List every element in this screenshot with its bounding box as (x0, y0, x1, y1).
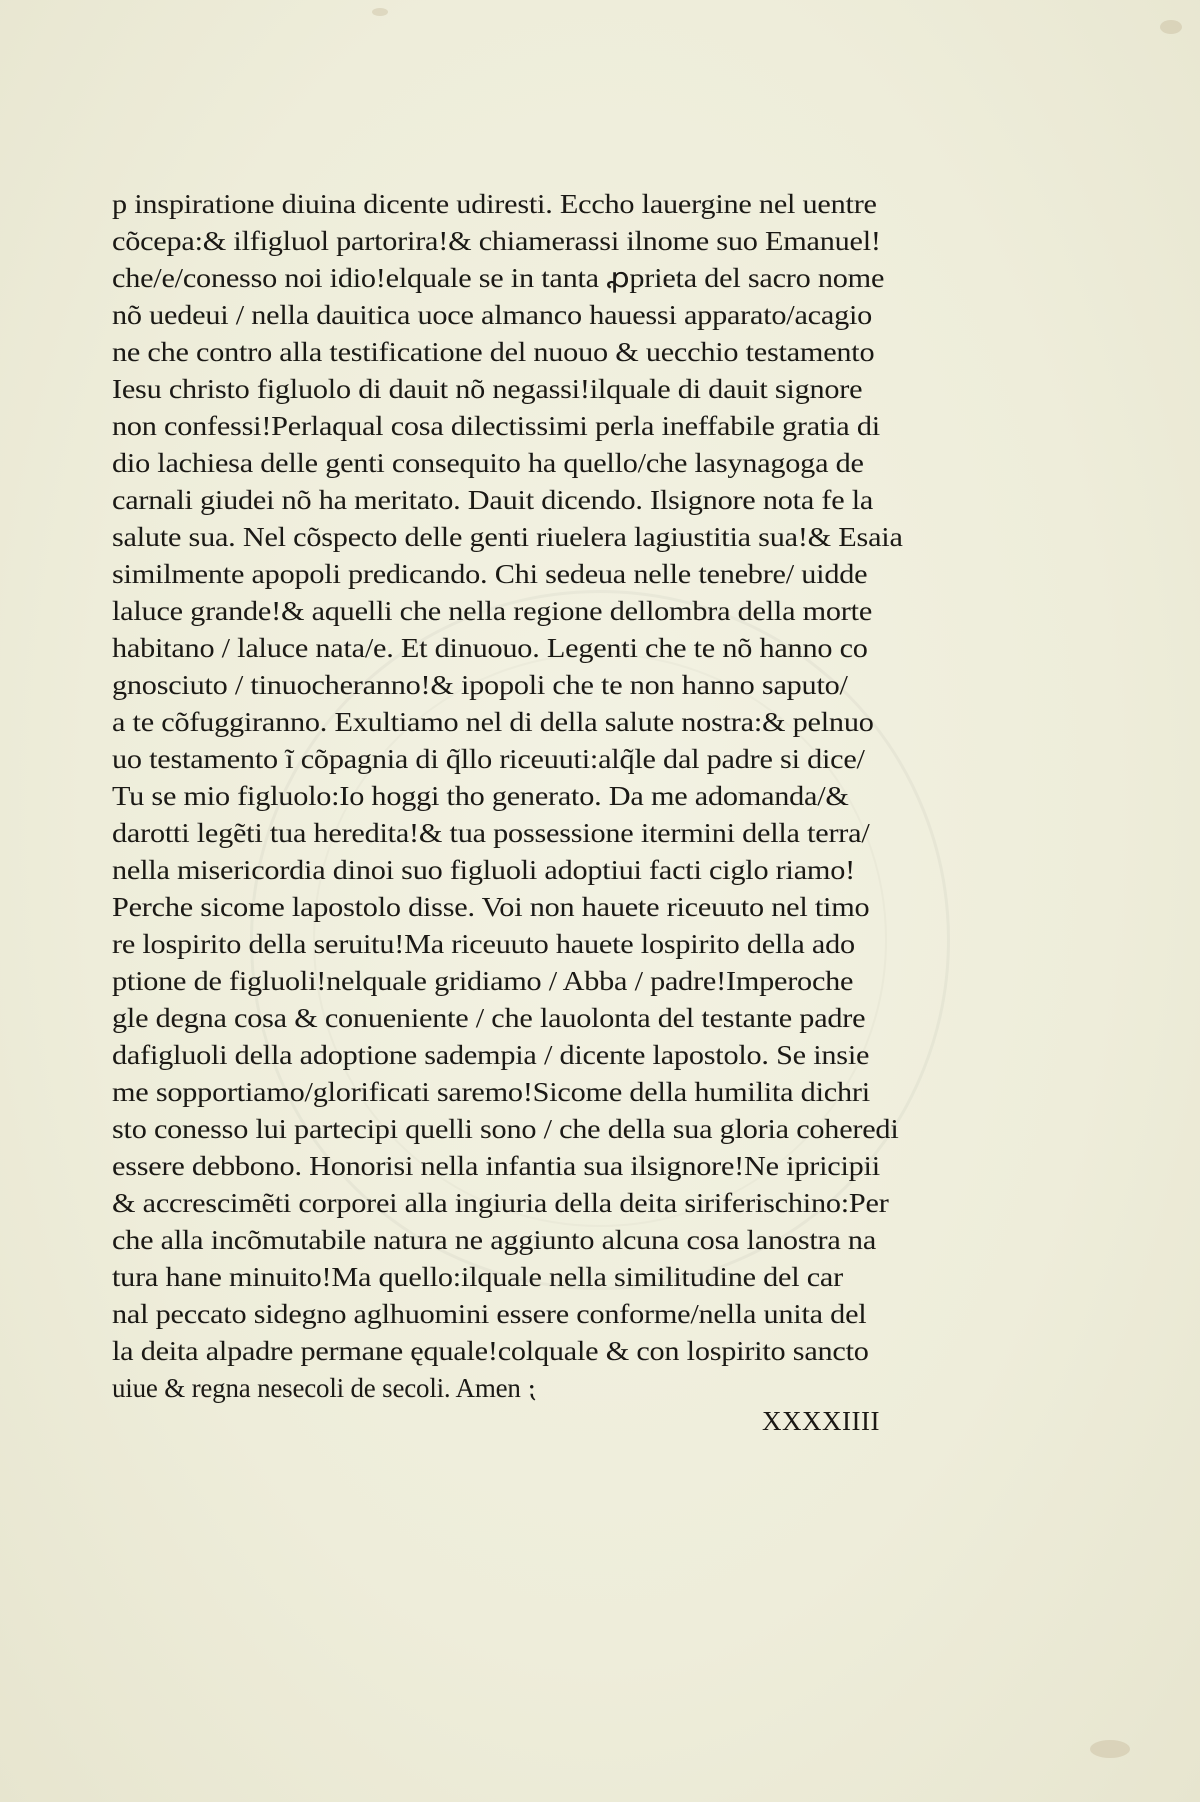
text-line: ptione de figluoli!nelquale gridiamo / Abba / padre!Imperoche (112, 966, 854, 996)
text-line: gnosciuto / tinuocheranno!& ipopoli che te non hanno saputo/ (112, 670, 848, 700)
text-line: uo testamento ĩ cõpagnia di q̃llo riceuuti:alq̃le dal padre si dice/ (112, 744, 865, 774)
text-line: Perche sicome lapostolo disse. Voi non hauete riceuuto nel timo (112, 892, 870, 922)
text-line: & accrescimẽti corporei alla ingiuria della deita siriferischino:Per (112, 1188, 889, 1218)
text-line: ne che contro alla testificatione del nuouo & uecchio testamento (112, 337, 875, 367)
text-line: nella misericordia dinoi suo figluoli adoptiui facti ciglo riamo! (112, 855, 855, 885)
text-line: Tu se mio figluolo:Io hoggi tho generato. Da me adomanda/& (112, 781, 849, 811)
foxing-spot (1090, 1740, 1130, 1758)
text-line: similmente apopoli predicando. Chi sedeua nelle tenebre/ uidde (112, 559, 868, 589)
text-line: dio lachiesa delle genti consequito ha quello/che lasynagoga de (112, 448, 864, 478)
text-line: darotti legẽti tua heredita!& tua possessione itermini della terra/ (112, 818, 870, 848)
text-line: che/e/conesso noi idio!elquale se in tanta ꝓprieta del sacro nome (112, 263, 885, 293)
text-line: nõ uedeui / nella dauitica uoce almanco hauessi apparato/acagio (112, 300, 873, 330)
text-line: habitano / laluce nata/e. Et dinuouo. Legenti che te nõ hanno co (112, 633, 868, 663)
text-line: Iesu christo figluolo di dauit nõ negassi!ilquale di dauit signore (112, 374, 863, 404)
text-line: sto conesso lui partecipi quelli sono / che della sua gloria coheredi (112, 1114, 899, 1144)
foxing-spot (1160, 20, 1182, 34)
text-line: tura hane minuito!Ma quello:ilquale nella similitudine del car (112, 1262, 843, 1292)
text-line: re lospirito della seruitu!Ma riceuuto hauete lospirito della ado (112, 929, 855, 959)
text-line: essere debbono. Honorisi nella infantia sua ilsignore!Ne ipricipii (112, 1151, 880, 1181)
text-line: p inspiratione diuina dicente udiresti. Eccho lauergine nel uentre (112, 189, 877, 219)
folio-number: XXXXIIII (762, 1406, 880, 1436)
text-line: che alla incõmutabile natura ne aggiunto alcuna cosa lanostra na (112, 1225, 877, 1255)
text-line: cõcepa:& ilfigluol partorira!& chiamerassi ilnome suo Emanuel! (112, 226, 881, 256)
text-line: me sopportiamo/glorificati saremo!Sicome della humilita dichri (112, 1077, 870, 1107)
text-line: a te cõfuggiranno. Exultiamo nel di della salute nostra:& pelnuo (112, 707, 874, 737)
text-line: nal peccato sidegno aglhuomini essere conforme/nella unita del (112, 1299, 867, 1329)
text-block (112, 186, 942, 1407)
text-line: uiue & regna nesecoli de secoli. Amen ⁏ (112, 1373, 537, 1403)
text-line: laluce grande!& aquelli che nella regione dellombra della morte (112, 596, 873, 626)
text-line: dafigluoli della adoptione sadempia / dicente lapostolo. Se insie (112, 1040, 870, 1070)
text-line: la deita alpadre permane ęquale!colquale & con lospirito sancto (112, 1336, 869, 1366)
text-line: salute sua. Nel cõspecto delle genti riuelera lagiustitia sua!& Esaia (112, 522, 903, 552)
text-line: carnali giudei nõ ha meritato. Dauit dicendo. Ilsignore nota fe la (112, 485, 874, 515)
text-line: non confessi!Perlaqual cosa dilectissimi perla ineffabile gratia di (112, 411, 880, 441)
text-line: gle degna cosa & conueniente / che lauolonta del testante padre (112, 1003, 866, 1033)
foxing-spot (372, 8, 388, 16)
